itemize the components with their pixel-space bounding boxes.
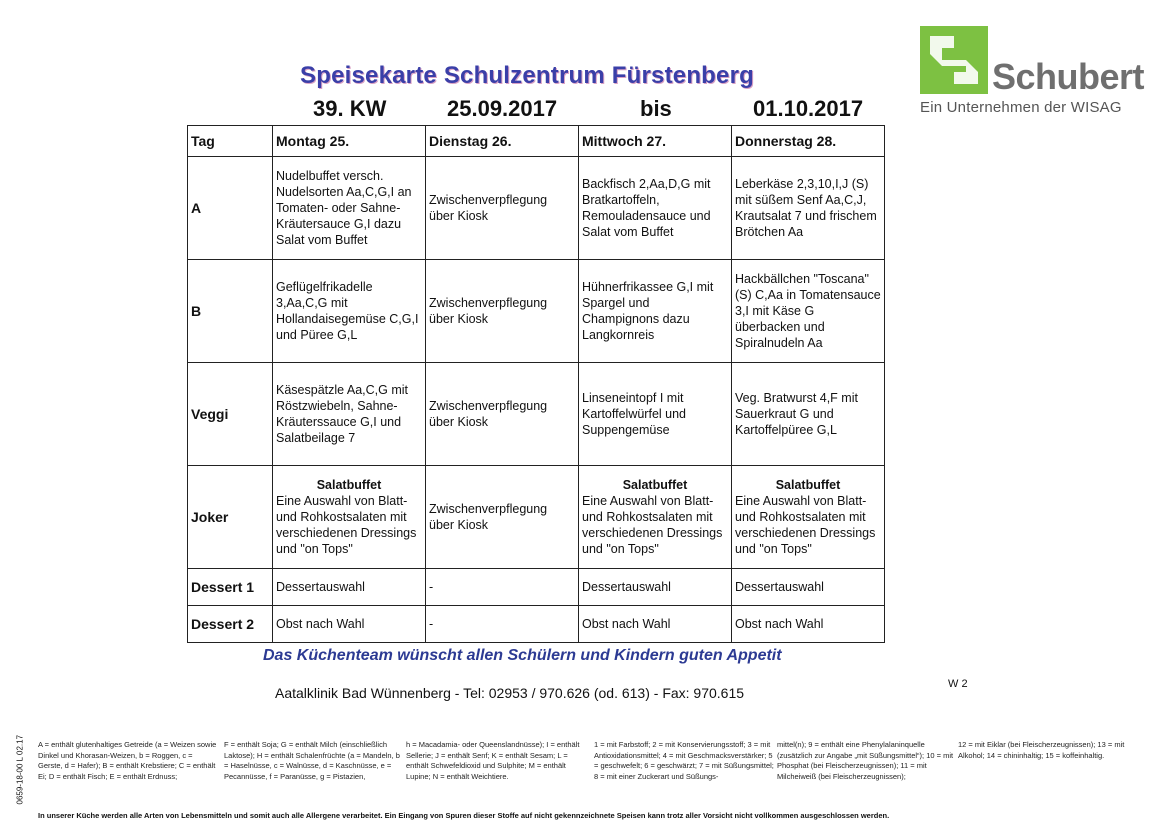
menu-cell: Zwischenverpflegung über Kiosk	[426, 363, 579, 466]
legend-col-1: A = enthält glutenhaltiges Getreide (a = Weizen sowie Dinkel und Khorasan-Weizen, b = Roggen, c = Gerste, d = Hafer); B = enthält Krebstiere; C = enthält Ei; D = enthält Fisch; E = enthält Erdnuss;	[38, 740, 217, 781]
logo-wordmark: Schubert	[992, 56, 1145, 97]
week-number: 39. KW	[313, 96, 387, 121]
menu-cell: Hühnerfrikassee G,I mit Spargel und Champignons dazu Langkornreis	[579, 260, 732, 363]
legend-col-4: 1 = mit Farbstoff; 2 = mit Konservierungsstoff; 3 = mit Antioxidationsmittel; 4 = mit Geschmacksverstärker; 5 = geschwefelt; 6 = geschwärzt; 7 = mit Süßungsmittel; 8 = mit einer Zuckerart und Süßungs-	[594, 740, 774, 781]
menu-cell: Obst nach Wahl	[732, 606, 885, 643]
menu-row	[188, 466, 885, 569]
kitchen-motto: Das Küchenteam wünscht allen Schülern und Kindern guten Appetit	[263, 647, 782, 664]
header-day: Tag	[188, 126, 273, 157]
menu-cell: Salatbuffet Eine Auswahl von Blatt- und Rohkostsalaten mit verschiedenen Dressings und "on Tops"	[273, 466, 426, 569]
menu-cell: Zwischenverpflegung über Kiosk	[426, 157, 579, 260]
date-separator: bis	[640, 96, 672, 121]
menu-cell: Leberkäse 2,3,10,I,J (S) mit süßem Senf Aa,C,J, Krautsalat 7 und frischem Brötchen Aa	[732, 157, 885, 260]
menu-cell: Nudelbuffet versch. Nudelsorten Aa,C,G,I an Tomaten- oder Sahne-Kräutersauce G,I dazu Salat vom Buffet	[273, 157, 426, 260]
menu-cell: Hackbällchen "Toscana" (S) C,Aa in Tomatensauce 3,I mit Käse G überbacken und Spiralnudeln Aa	[732, 260, 885, 363]
menu-row	[188, 363, 885, 466]
menu-row	[188, 157, 885, 260]
date-from: 25.09.2017	[447, 96, 558, 121]
date-to: 01.10.2017	[753, 96, 864, 121]
menu-cell: Dessertauswahl	[732, 569, 885, 606]
menu-cell: Salatbuffet Eine Auswahl von Blatt- und Rohkostsalaten mit verschiedenen Dressings und "on Tops"	[579, 466, 732, 569]
header-thursday: Donnerstag 28.	[732, 126, 885, 157]
menu-cell: Zwischenverpflegung über Kiosk	[426, 260, 579, 363]
header-monday: Montag 25.	[273, 126, 426, 157]
menu-cell: Käsespätzle Aa,C,G mit Röstzwiebeln, Sahne-Kräuterssauce G,I und Salatbeilage 7	[273, 363, 426, 466]
row-label: A	[188, 157, 273, 260]
allergen-disclaimer: In unserer Küche werden alle Arten von Lebensmitteln und somit auch alle Allergene verarbeitet. Ein Eingang von Spuren dieser Stoffe auf nicht gekennzeichnete Speisen kann trotz aller Vorsicht nicht vollkommen ausgeschlossen werden.	[38, 811, 890, 820]
row-label: B	[188, 260, 273, 363]
side-code: 0659-18-00 L 02.17	[15, 734, 25, 805]
row-label: Dessert 1	[188, 569, 273, 606]
header-row	[188, 126, 885, 157]
header-wednesday: Mittwoch 27.	[579, 126, 732, 157]
menu-row	[188, 606, 885, 643]
menu-cell: -	[426, 569, 579, 606]
menu-cell: Dessertauswahl	[579, 569, 732, 606]
menu-title: Speisekarte Schulzentrum Fürstenberg	[300, 62, 754, 89]
legend-col-3: h = Macadamia- oder Queenslandnüsse); I = enthält Sellerie; J = enthält Senf; K = enthält Sesam; L = enthält Schwefeldioxid und Sulphite; M = enthält Lupine; N = enthält Weichtiere.	[406, 740, 580, 781]
menu-cell: Linseneintopf I mit Kartoffelwürfel und Suppengemüse	[579, 363, 732, 466]
menu-cell: Obst nach Wahl	[579, 606, 732, 643]
page-code: W 2	[948, 678, 968, 690]
menu-cell: Obst nach Wahl	[273, 606, 426, 643]
row-label: Veggi	[188, 363, 273, 466]
row-label: Joker	[188, 466, 273, 569]
header-tuesday: Dienstag 26.	[426, 126, 579, 157]
row-label: Dessert 2	[188, 606, 273, 643]
legend-col-6: 12 = mit Eiklar (bei Fleischerzeugnissen); 13 = mit Alkohol; 14 = chininhaltig; 15 = koffeinhaltig.	[958, 740, 1125, 760]
legend-col-2: F = enthält Soja; G = enthält Milch (einschließlich Laktose); H = enthält Schalenfrüchte (a = Mandeln, b = Haselnüsse, c = Walnüsse, d = Kaschnüsse, e = Pecannüsse, f = Paranüsse, g = Pistazien,	[224, 740, 400, 781]
schubert-logo-icon	[920, 26, 988, 94]
legend-col-5: mittel(n); 9 = enthält eine Phenylalaninquelle (zusätzlich zur Angabe „mit Süßungsmittel“); 10 = mit Phosphat (bei Fleischerzeugnissen); 11 = mit Milcheiweiß (bei Fleischerzeugnissen);	[777, 740, 954, 781]
menu-cell: Backfisch 2,Aa,D,G mit Bratkartoffeln, Remouladensauce und Salat vom Buffet	[579, 157, 732, 260]
menu-row	[188, 569, 885, 606]
menu-cell: Zwischenverpflegung über Kiosk	[426, 466, 579, 569]
menu-table	[187, 125, 885, 643]
contact-line: Aatalklinik Bad Wünnenberg - Tel: 02953 / 970.626 (od. 613) - Fax: 970.615	[275, 685, 745, 701]
menu-cell: Salatbuffet Eine Auswahl von Blatt- und Rohkostsalaten mit verschiedenen Dressings und "on Tops"	[732, 466, 885, 569]
logo-subtitle: Ein Unternehmen der WISAG	[920, 99, 1122, 116]
menu-cell: Veg. Bratwurst 4,F mit Sauerkraut G und Kartoffelpüree G,L	[732, 363, 885, 466]
menu-row	[188, 260, 885, 363]
menu-cell: -	[426, 606, 579, 643]
menu-cell: Geflügelfrikadelle 3,Aa,C,G mit Hollandaisegemüse C,G,I und Püree G,L	[273, 260, 426, 363]
menu-cell: Dessertauswahl	[273, 569, 426, 606]
